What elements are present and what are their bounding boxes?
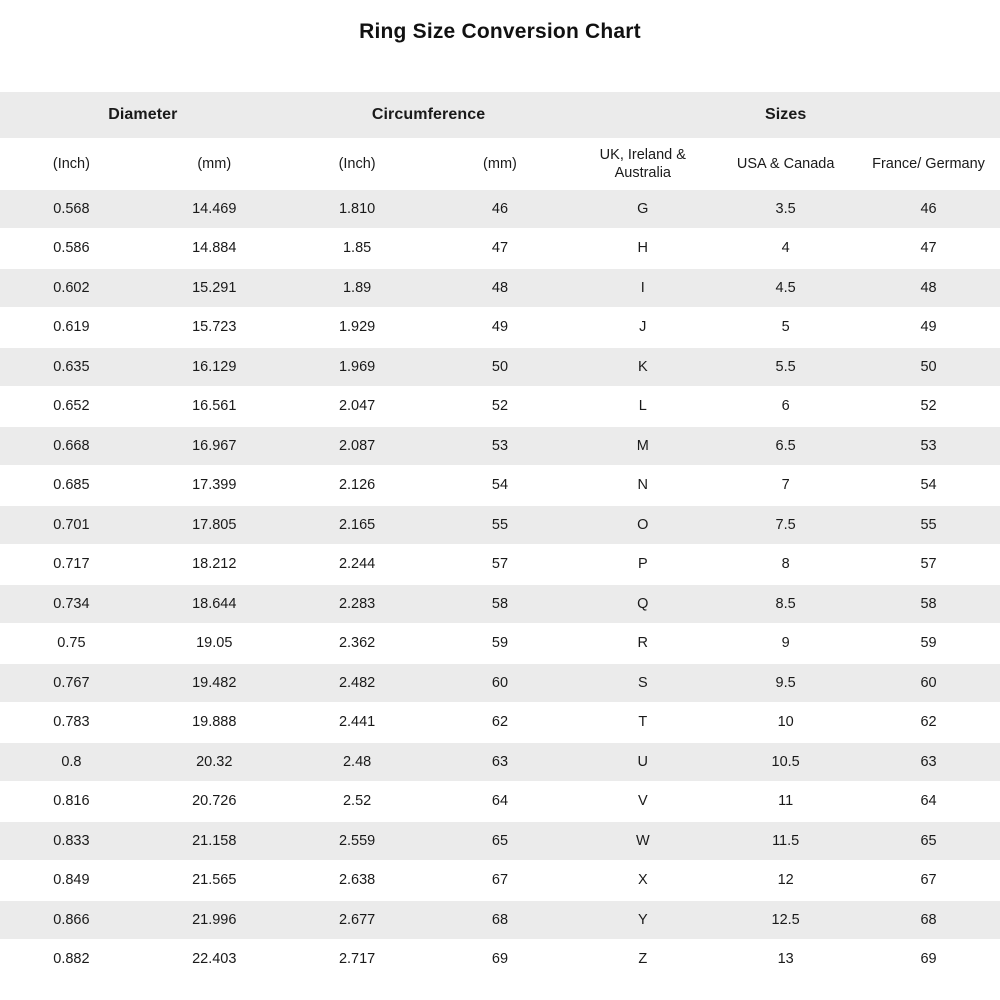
table-row — [0, 467, 1000, 507]
table-row — [0, 783, 1000, 823]
cell-size-usa-canada: 12.5 — [714, 901, 857, 941]
cell-diameter-inch: 0.652 — [0, 388, 143, 428]
table-row — [0, 743, 1000, 783]
cell-diameter-mm: 22.403 — [143, 941, 286, 981]
table-row — [0, 388, 1000, 428]
cell-size-france-germany: 59 — [857, 625, 1000, 665]
cell-size-usa-canada: 11 — [714, 783, 857, 823]
cell-diameter-inch: 0.833 — [0, 822, 143, 862]
cell-size-uk-ireland-australia: V — [571, 783, 714, 823]
table-row — [0, 941, 1000, 981]
cell-size-france-germany: 63 — [857, 743, 1000, 783]
cell-size-france-germany: 67 — [857, 862, 1000, 902]
cell-diameter-inch: 0.602 — [0, 269, 143, 309]
cell-size-usa-canada: 11.5 — [714, 822, 857, 862]
cell-circumference-mm: 48 — [429, 269, 572, 309]
column-header-circumference-inch: (Inch) — [286, 138, 429, 190]
cell-size-usa-canada: 6 — [714, 388, 857, 428]
column-header-size-usa-canada: USA & Canada — [714, 138, 857, 190]
cell-diameter-inch: 0.635 — [0, 348, 143, 388]
column-header-size-france-germany: France/ Germany — [857, 138, 1000, 190]
cell-diameter-mm: 15.723 — [143, 309, 286, 349]
cell-size-uk-ireland-australia: Z — [571, 941, 714, 981]
cell-size-uk-ireland-australia: J — [571, 309, 714, 349]
cell-circumference-mm: 67 — [429, 862, 572, 902]
cell-diameter-inch: 0.783 — [0, 704, 143, 744]
cell-size-uk-ireland-australia: O — [571, 506, 714, 546]
cell-circumference-mm: 57 — [429, 546, 572, 586]
cell-diameter-inch: 0.668 — [0, 427, 143, 467]
table-row — [0, 901, 1000, 941]
cell-diameter-mm: 16.967 — [143, 427, 286, 467]
table-row — [0, 664, 1000, 704]
cell-size-france-germany: 55 — [857, 506, 1000, 546]
cell-size-france-germany: 69 — [857, 941, 1000, 981]
cell-size-uk-ireland-australia: S — [571, 664, 714, 704]
cell-diameter-inch: 0.882 — [0, 941, 143, 981]
cell-size-uk-ireland-australia: I — [571, 269, 714, 309]
cell-size-usa-canada: 13 — [714, 941, 857, 981]
cell-size-france-germany: 60 — [857, 664, 1000, 704]
cell-size-uk-ireland-australia: P — [571, 546, 714, 586]
cell-size-france-germany: 64 — [857, 783, 1000, 823]
cell-size-france-germany: 68 — [857, 901, 1000, 941]
cell-diameter-mm: 20.32 — [143, 743, 286, 783]
cell-circumference-inch: 2.244 — [286, 546, 429, 586]
ring-size-conversion-table — [0, 92, 1000, 980]
cell-circumference-mm: 49 — [429, 309, 572, 349]
cell-diameter-mm: 16.129 — [143, 348, 286, 388]
cell-circumference-inch: 2.165 — [286, 506, 429, 546]
group-header-row — [0, 92, 1000, 138]
cell-size-usa-canada: 9.5 — [714, 664, 857, 704]
cell-circumference-inch: 2.362 — [286, 625, 429, 665]
cell-diameter-inch: 0.717 — [0, 546, 143, 586]
cell-size-usa-canada: 7 — [714, 467, 857, 507]
column-header-size-uk-ireland-australia: UK, Ireland & Australia — [571, 138, 714, 190]
group-header-diameter: Diameter — [0, 92, 286, 138]
cell-size-uk-ireland-australia: M — [571, 427, 714, 467]
cell-diameter-inch: 0.701 — [0, 506, 143, 546]
cell-size-usa-canada: 4 — [714, 230, 857, 270]
column-header-diameter-mm: (mm) — [143, 138, 286, 190]
page-title: Ring Size Conversion Chart — [359, 20, 641, 43]
cell-circumference-mm: 65 — [429, 822, 572, 862]
table-row — [0, 625, 1000, 665]
cell-circumference-mm: 47 — [429, 230, 572, 270]
table-row — [0, 822, 1000, 862]
cell-diameter-inch: 0.75 — [0, 625, 143, 665]
cell-diameter-mm: 16.561 — [143, 388, 286, 428]
group-header-sizes: Sizes — [571, 92, 1000, 138]
cell-circumference-mm: 62 — [429, 704, 572, 744]
cell-circumference-mm: 46 — [429, 190, 572, 230]
table-row — [0, 269, 1000, 309]
cell-diameter-mm: 19.888 — [143, 704, 286, 744]
cell-size-usa-canada: 7.5 — [714, 506, 857, 546]
cell-size-uk-ireland-australia: R — [571, 625, 714, 665]
cell-size-usa-canada: 5 — [714, 309, 857, 349]
table-row — [0, 230, 1000, 270]
table-body — [0, 190, 1000, 980]
cell-diameter-mm: 21.158 — [143, 822, 286, 862]
table-row — [0, 506, 1000, 546]
cell-size-usa-canada: 6.5 — [714, 427, 857, 467]
cell-diameter-inch: 0.8 — [0, 743, 143, 783]
cell-size-usa-canada: 10.5 — [714, 743, 857, 783]
column-header-row — [0, 138, 1000, 190]
cell-circumference-inch: 1.929 — [286, 309, 429, 349]
cell-circumference-mm: 54 — [429, 467, 572, 507]
cell-size-france-germany: 46 — [857, 190, 1000, 230]
cell-size-france-germany: 53 — [857, 427, 1000, 467]
cell-circumference-mm: 59 — [429, 625, 572, 665]
cell-size-france-germany: 57 — [857, 546, 1000, 586]
cell-circumference-mm: 64 — [429, 783, 572, 823]
cell-circumference-inch: 2.717 — [286, 941, 429, 981]
cell-size-uk-ireland-australia: G — [571, 190, 714, 230]
cell-diameter-mm: 14.884 — [143, 230, 286, 270]
cell-size-france-germany: 52 — [857, 388, 1000, 428]
cell-diameter-inch: 0.586 — [0, 230, 143, 270]
cell-circumference-inch: 1.85 — [286, 230, 429, 270]
group-header-circumference: Circumference — [286, 92, 572, 138]
cell-size-usa-canada: 12 — [714, 862, 857, 902]
cell-size-uk-ireland-australia: Q — [571, 585, 714, 625]
cell-circumference-inch: 2.559 — [286, 822, 429, 862]
table-row — [0, 309, 1000, 349]
cell-circumference-mm: 69 — [429, 941, 572, 981]
cell-diameter-inch: 0.767 — [0, 664, 143, 704]
cell-circumference-mm: 55 — [429, 506, 572, 546]
cell-circumference-inch: 2.52 — [286, 783, 429, 823]
cell-circumference-mm: 53 — [429, 427, 572, 467]
cell-size-france-germany: 47 — [857, 230, 1000, 270]
cell-diameter-mm: 17.805 — [143, 506, 286, 546]
cell-size-france-germany: 65 — [857, 822, 1000, 862]
table-row — [0, 585, 1000, 625]
cell-size-france-germany: 58 — [857, 585, 1000, 625]
cell-circumference-inch: 1.810 — [286, 190, 429, 230]
cell-circumference-inch: 2.482 — [286, 664, 429, 704]
cell-size-uk-ireland-australia: N — [571, 467, 714, 507]
cell-diameter-inch: 0.816 — [0, 783, 143, 823]
cell-size-france-germany: 48 — [857, 269, 1000, 309]
cell-size-france-germany: 54 — [857, 467, 1000, 507]
cell-circumference-mm: 68 — [429, 901, 572, 941]
cell-size-france-germany: 49 — [857, 309, 1000, 349]
cell-circumference-inch: 2.047 — [286, 388, 429, 428]
cell-circumference-inch: 2.283 — [286, 585, 429, 625]
cell-circumference-inch: 2.087 — [286, 427, 429, 467]
cell-diameter-mm: 18.212 — [143, 546, 286, 586]
cell-diameter-mm: 21.996 — [143, 901, 286, 941]
cell-diameter-mm: 14.469 — [143, 190, 286, 230]
cell-size-usa-canada: 9 — [714, 625, 857, 665]
cell-diameter-inch: 0.866 — [0, 901, 143, 941]
cell-size-france-germany: 50 — [857, 348, 1000, 388]
table-row — [0, 427, 1000, 467]
cell-diameter-inch: 0.849 — [0, 862, 143, 902]
table-row — [0, 348, 1000, 388]
cell-diameter-inch: 0.568 — [0, 190, 143, 230]
cell-size-france-germany: 62 — [857, 704, 1000, 744]
cell-diameter-mm: 18.644 — [143, 585, 286, 625]
cell-diameter-inch: 0.734 — [0, 585, 143, 625]
cell-size-uk-ireland-australia: X — [571, 862, 714, 902]
table-row — [0, 862, 1000, 902]
cell-size-uk-ireland-australia: K — [571, 348, 714, 388]
cell-diameter-inch: 0.685 — [0, 467, 143, 507]
cell-diameter-mm: 19.05 — [143, 625, 286, 665]
cell-size-uk-ireland-australia: H — [571, 230, 714, 270]
cell-diameter-mm: 17.399 — [143, 467, 286, 507]
cell-size-usa-canada: 8.5 — [714, 585, 857, 625]
cell-circumference-inch: 2.638 — [286, 862, 429, 902]
cell-circumference-inch: 2.48 — [286, 743, 429, 783]
cell-diameter-mm: 19.482 — [143, 664, 286, 704]
cell-circumference-inch: 1.969 — [286, 348, 429, 388]
cell-circumference-inch: 1.89 — [286, 269, 429, 309]
cell-size-uk-ireland-australia: Y — [571, 901, 714, 941]
cell-size-uk-ireland-australia: U — [571, 743, 714, 783]
cell-circumference-mm: 60 — [429, 664, 572, 704]
cell-size-uk-ireland-australia: T — [571, 704, 714, 744]
cell-size-uk-ireland-australia: L — [571, 388, 714, 428]
cell-circumference-inch: 2.441 — [286, 704, 429, 744]
cell-circumference-inch: 2.126 — [286, 467, 429, 507]
cell-size-uk-ireland-australia: W — [571, 822, 714, 862]
cell-circumference-mm: 63 — [429, 743, 572, 783]
cell-circumference-mm: 58 — [429, 585, 572, 625]
cell-size-usa-canada: 5.5 — [714, 348, 857, 388]
cell-size-usa-canada: 3.5 — [714, 190, 857, 230]
cell-circumference-mm: 50 — [429, 348, 572, 388]
cell-circumference-inch: 2.677 — [286, 901, 429, 941]
cell-diameter-mm: 21.565 — [143, 862, 286, 902]
cell-size-usa-canada: 8 — [714, 546, 857, 586]
table-row — [0, 704, 1000, 744]
column-header-circumference-mm: (mm) — [429, 138, 572, 190]
cell-diameter-mm: 15.291 — [143, 269, 286, 309]
table-row — [0, 546, 1000, 586]
cell-diameter-mm: 20.726 — [143, 783, 286, 823]
table-row — [0, 190, 1000, 230]
cell-diameter-inch: 0.619 — [0, 309, 143, 349]
cell-size-usa-canada: 4.5 — [714, 269, 857, 309]
cell-circumference-mm: 52 — [429, 388, 572, 428]
column-header-diameter-inch: (Inch) — [0, 138, 143, 190]
cell-size-usa-canada: 10 — [714, 704, 857, 744]
